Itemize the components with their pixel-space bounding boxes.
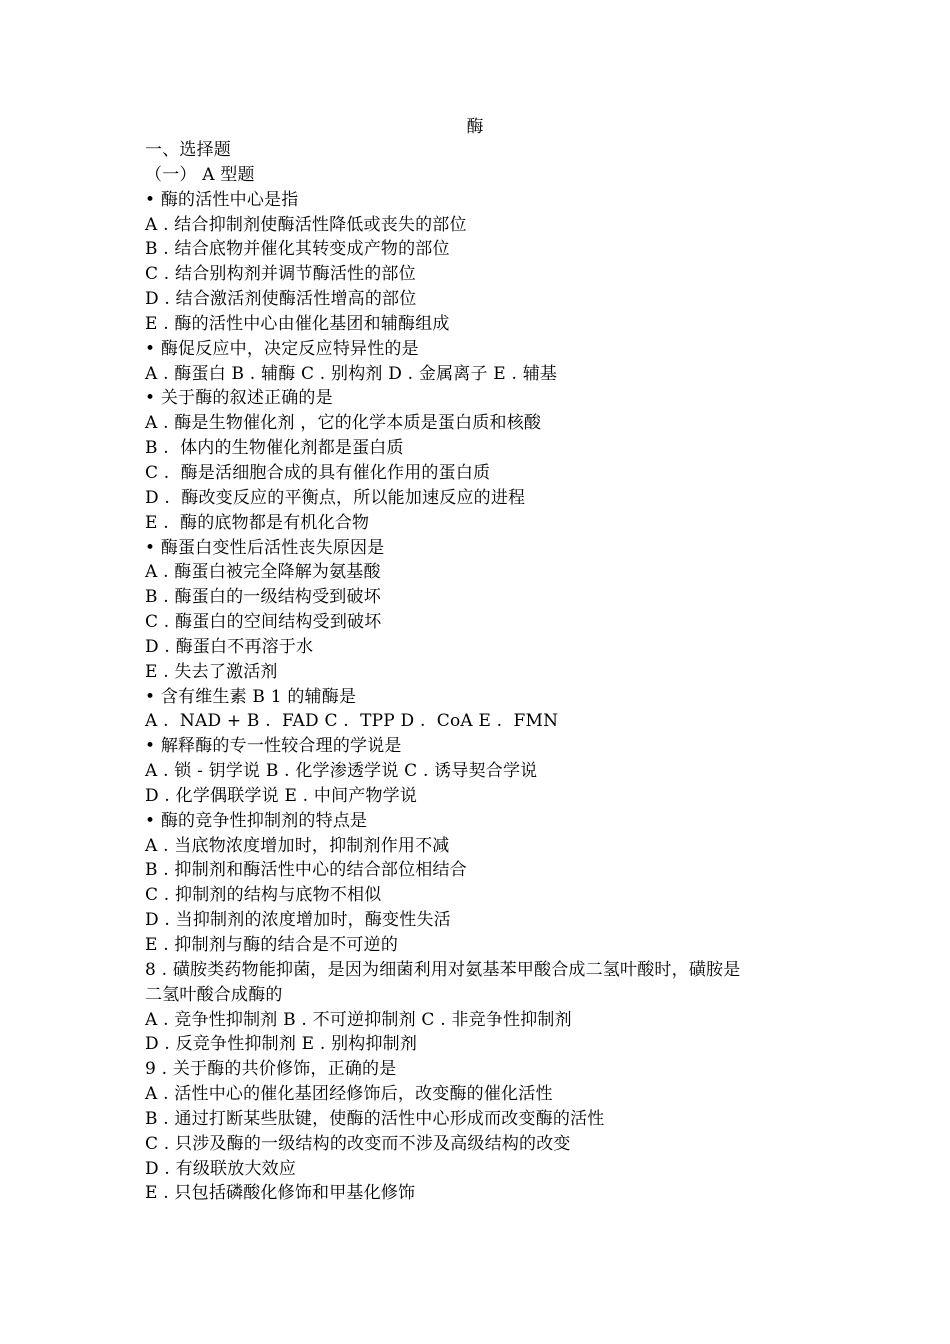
question-2: • 酶促反应中，决定反应特异性的是: [145, 338, 419, 359]
option-line: D . 有级联放大效应: [145, 1158, 297, 1179]
question-6: • 解释酶的专一性较合理的学说是: [145, 736, 402, 757]
option-line: D . 当抑制剂的浓度增加时，酶变性失活: [145, 910, 451, 931]
option-line: D . 化学偶联学说 E . 中间产物学说: [145, 785, 418, 806]
question-8-continued: 二氢叶酸合成酶的: [145, 984, 283, 1005]
option-line: A . 当底物浓度增加时，抑制剂作用不减: [145, 835, 450, 856]
question-9: 9 . 关于酶的共价修饰，正确的是: [145, 1059, 397, 1080]
option-line: C . 结合别构剂并调节酶活性的部位: [145, 264, 416, 285]
option-line: C . 只涉及酶的一级结构的改变而不涉及高级结构的改变: [145, 1133, 571, 1154]
option-line: D . 酶改变反应的平衡点，所以能加速反应的进程: [145, 487, 526, 508]
option-line: B . 抑制剂和酶活性中心的结合部位相结合: [145, 860, 467, 881]
option-line: A . NAD + B . FAD C . TPP D . CoA E . FMN: [145, 711, 559, 732]
option-line: E . 酶的底物都是有机化合物: [145, 512, 370, 533]
option-line: C . 酶是活细胞合成的具有催化作用的蛋白质: [145, 462, 491, 483]
question-8: 8 . 磺胺类药物能抑菌，是因为细菌利用对氨基苯甲酸合成二氢叶酸时，磺胺是: [145, 959, 741, 980]
option-line: C . 酶蛋白的空间结构受到破坏: [145, 612, 382, 633]
option-line: A . 竞争性抑制剂 B . 不可逆抑制剂 C . 非竞争性抑制剂: [145, 1009, 572, 1030]
option-line: B . 体内的生物催化剂都是蛋白质: [145, 438, 404, 459]
option-line: D . 结合激活剂使酶活性增高的部位: [145, 289, 417, 310]
option-line: A . 酶蛋白被完全降解为氨基酸: [145, 562, 381, 583]
question-3: • 关于酶的叙述正确的是: [145, 388, 333, 409]
option-line: E . 只包括磷酸化修饰和甲基化修饰: [145, 1183, 416, 1204]
option-line: B . 酶蛋白的一级结构受到破坏: [145, 587, 381, 608]
question-5: • 含有维生素 B 1 的辅酶是: [145, 686, 357, 707]
question-4: • 酶蛋白变性后活性丧失原因是: [145, 537, 385, 558]
option-line: A . 酶蛋白 B . 辅酶 C . 别构剂 D . 金属离子 E . 辅基: [145, 363, 558, 384]
option-line: C . 抑制剂的结构与底物不相似: [145, 885, 382, 906]
option-line: B . 结合底物并催化其转变成产物的部位: [145, 239, 450, 260]
option-line: A . 酶是生物催化剂 ，它的化学本质是蛋白质和核酸: [145, 413, 542, 434]
option-line: A . 活性中心的催化基团经修饰后，改变酶的催化活性: [145, 1084, 553, 1105]
option-line: E . 抑制剂与酶的结合是不可逆的: [145, 935, 399, 955]
document-title: 酶: [466, 117, 484, 137]
question-1: • 酶的活性中心是指: [145, 189, 299, 210]
option-line: E . 酶的活性中心由催化基团和辅酶组成: [145, 313, 450, 334]
option-line: B . 通过打断某些肽键，使酶的活性中心形成而改变酶的活性: [145, 1108, 605, 1129]
option-line: A . 结合抑制剂使酶活性降低或丧失的部位: [145, 214, 467, 235]
option-line: A . 锁 - 钥学说 B . 化学渗透学说 C . 诱导契合学说: [145, 761, 538, 782]
option-line: E . 失去了激活剂: [145, 661, 278, 682]
option-line: D . 反竞争性抑制剂 E . 别构抑制剂: [145, 1034, 418, 1055]
option-line: D . 酶蛋白不再溶于水: [145, 636, 314, 657]
question-7: • 酶的竞争性抑制剂的特点是: [145, 810, 368, 831]
document-body: [145, 138, 825, 1206]
section-heading: 一、选择题: [145, 140, 231, 160]
subsection-heading: （一） A 型题: [145, 164, 255, 185]
